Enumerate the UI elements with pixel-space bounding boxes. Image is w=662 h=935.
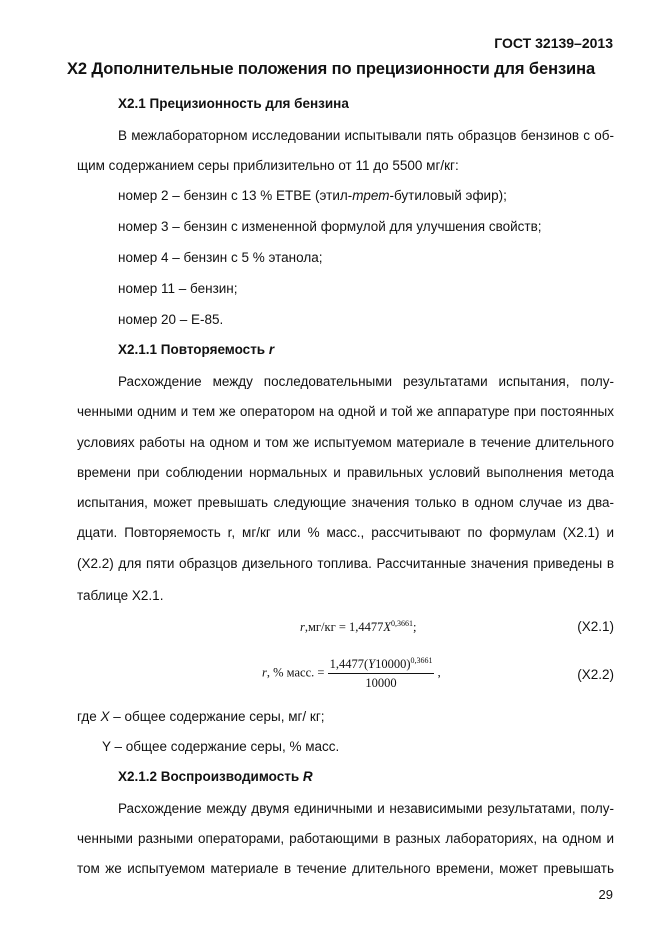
para-line: (Х2.2) для пяти образцов дизельного топлива. Рассчитанные значения приведены в	[77, 556, 614, 571]
intro-line-1: В межлабораторном исследовании испытывали пять образцов бензинов с об-	[118, 128, 614, 143]
equation-x2-2	[262, 656, 441, 691]
eq-num-post: 10000)	[375, 657, 411, 672]
eq-num-pre: 1,4477(	[329, 657, 369, 672]
para-line: дцати. Повторяемость r, мг/кг или % масс., рассчитывают по формулам (Х2.1) и	[77, 525, 614, 540]
equation-x2-1	[300, 619, 417, 635]
heading-symbol: r	[268, 342, 275, 357]
page-number: 29	[598, 887, 613, 902]
heading-x2-1: Х2.1 Прецизионность для бензина	[118, 96, 349, 111]
list-item-text: номер 2 – бензин с 13 % ЕТВЕ (этил-	[118, 188, 353, 203]
eq-var-x: X	[383, 620, 392, 635]
eq-tail: ;	[413, 620, 417, 635]
where-y: Y – общее содержание серы, % масс.	[102, 739, 340, 754]
list-item: номер 3 – бензин с измененной формулой для улучшения свойств;	[118, 219, 542, 234]
eq-lhs: ,мг/кг = 1,4477	[304, 620, 384, 635]
where-x-text: – общее содержание серы, мг/ кг;	[109, 709, 325, 724]
standard-header: ГОСТ 32139–2013	[494, 35, 613, 51]
para-line: Расхождение между двумя единичными и независимыми результатами, полу-	[118, 801, 614, 816]
heading-text: Х2.1.2 Воспроизводимость	[118, 769, 300, 784]
equation-number: (Х2.2)	[577, 667, 614, 682]
heading-text: Х2.1.1 Повторяемость	[118, 342, 266, 357]
eq-denominator: 10000	[365, 676, 397, 691]
eq-numerator	[328, 656, 435, 674]
intro-line-2: щим содержанием серы приблизительно от 11 до 5500 мг/кг:	[77, 158, 459, 173]
para-line: испытания, может превышать следующие значения только в одном случае из два-	[77, 495, 614, 510]
para-line: таблице Х2.1.	[77, 588, 164, 603]
where-pre: где	[77, 709, 97, 724]
para-line: ченными разными операторами, работающими в разных лабораториях, на одном и	[77, 831, 614, 846]
where-x	[77, 709, 325, 724]
list-item	[118, 188, 507, 203]
list-item: номер 4 – бензин с 5 % этанола;	[118, 250, 323, 265]
para-line: том же испытуемом материале в течение длительного времени, может превышать	[77, 861, 614, 876]
eq-exponent: 0,3661	[391, 619, 414, 628]
where-var-x: X	[100, 709, 110, 724]
heading-x2-1-2	[118, 769, 313, 784]
eq-tail: ,	[437, 665, 441, 680]
eq-lhs: , % масс. =	[266, 665, 325, 680]
para-line: ченными одним и тем же оператором на одной и той же аппаратуре при постоянных	[77, 404, 614, 419]
equation-number: (Х2.1)	[577, 619, 614, 634]
eq-fraction	[328, 656, 435, 691]
list-item-italic: трет	[352, 188, 390, 203]
list-item: номер 20 – Е-85.	[118, 312, 224, 327]
heading-x2-1-1	[118, 342, 274, 357]
eq-var-r: r	[262, 665, 267, 680]
para-line: Расхождение между последовательными результатами испытания, полу-	[118, 374, 614, 389]
para-line: времени при соблюдении нормальных и правильных условий выполнения метода	[77, 465, 614, 480]
list-item-text-tail: -бутиловый эфир);	[389, 188, 507, 203]
eq-exponent: 0,3661	[410, 656, 433, 665]
eq-var-y: Y	[368, 657, 376, 672]
section-title: Х2 Дополнительные положения по прецизионности для бензина	[66, 60, 596, 78]
heading-symbol: R	[302, 769, 313, 784]
list-item: номер 11 – бензин;	[118, 281, 238, 296]
para-line: условиях работы на одном и том же испытуемом материале в течение длительного	[77, 435, 614, 450]
eq-var-r: r	[300, 620, 305, 635]
